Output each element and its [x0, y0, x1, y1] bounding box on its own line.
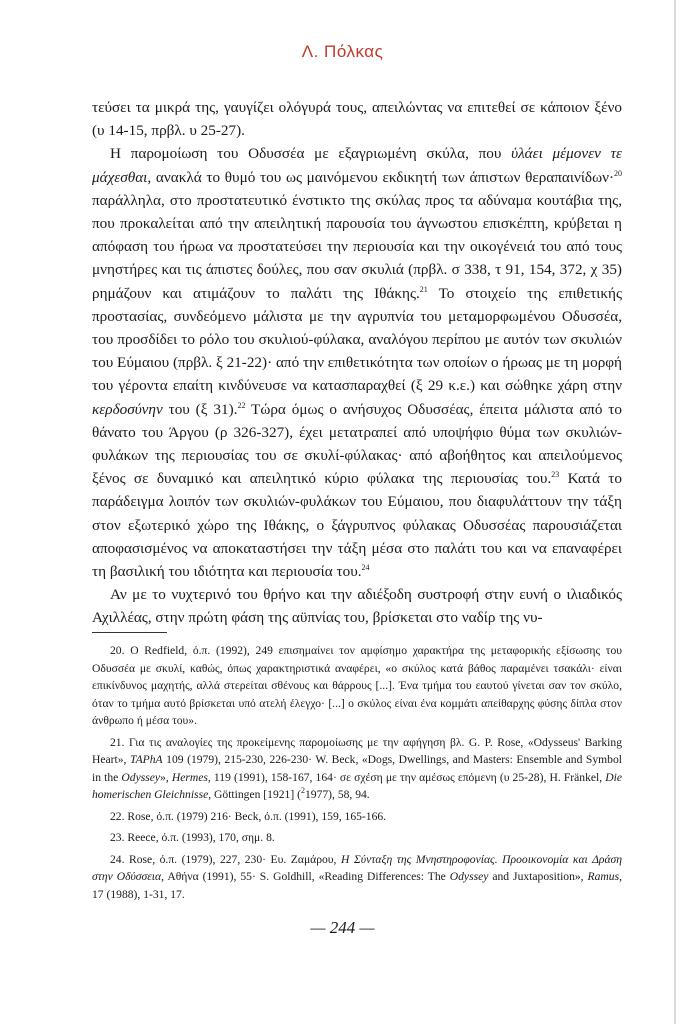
footnote-ref-21[interactable]: 21	[419, 284, 428, 294]
greek-quote: κερδοσύνην	[92, 400, 163, 418]
text-run: , Göttingen [1921] (	[208, 788, 301, 801]
greek-quote: ὑλάει μέμονεν τε μάχεσθαι	[92, 145, 622, 186]
edition-number: 2	[300, 786, 305, 796]
text-run: 109 (1979), 215-230, 226-230· W. Beck, «Dogs, Dwellings, and Masters: Ensemble and Symbol in the	[92, 753, 622, 784]
footnote-23: 23. Reece, ό.π. (1993), 170, σημ. 8.	[110, 831, 275, 844]
footnote-24	[92, 851, 622, 904]
footnote-ref-23[interactable]: 23	[551, 470, 560, 480]
footnotes	[92, 642, 622, 907]
page-edge-line	[674, 0, 676, 1024]
running-head: Λ. Πόλκας	[301, 42, 384, 61]
text-run: »,	[160, 770, 172, 784]
footnote-divider	[92, 632, 167, 633]
footnote-21	[92, 734, 622, 804]
text-run: , ανακλά το θυμό του ως μαινόμενου εκδικητή των άπιστων θεραπαινίδων·	[147, 168, 614, 186]
footnote-ref-22[interactable]: 22	[237, 400, 246, 410]
journal-title: TAPhA	[129, 753, 163, 766]
book-title: Η Σύνταξη της Μνηστηροφονίας. Προοικονομία και Δράση στην Οδύσσεια	[92, 852, 623, 883]
text-run: Η παρομοίωση του Οδυσσέα με εξαγριωμένη σκύλα, που	[110, 145, 512, 163]
paragraph-1: τεύσει τα μικρά της, γαυγίζει ολόγυρά τους, απειλώντας να επιτεθεί σε κάποιον ξένο (υ 14-15, πρβλ. υ 25-27).	[92, 99, 622, 140]
text-run: παράλληλα, στο προστατευτικό ένστικτο της σκύλας προς τα αδύναμα κουτάβια της, που προκαλείται από την απειλητική παρουσία του άγνωστου επισκέπτη, κρύβεται η απόφαση του ήρωα να προστατεύσει την περιουσία και την οικογένειά του από τους μνηστήρες και τις άπιστες δούλες, που σαν σκυλιά (πρβλ. σ 338, τ 91, 154, 372, χ 35) ρημάζουν και ατιμάζουν το παλάτι της Ιθάκης.	[92, 191, 622, 302]
work-title: Odyssey	[449, 870, 489, 883]
footnote-ref-24[interactable]: 24	[361, 563, 370, 572]
text-run: , 17 (1988), 1-31, 17.	[92, 870, 623, 901]
journal-title: Hermes	[171, 770, 208, 784]
footnote-22: 22. Rose, ό.π. (1979) 216· Beck, ό.π. (1991), 159, 165-166.	[110, 809, 387, 823]
text-run: Κατά το παράδειγμα λοιπόν των σκυλιών-φυλάκων του Εύμαιου, που διαφυλάττουν την τάξη στον εξωτερικό χώρο της Ιθάκης, ο ξάγρυπνος φύλακας Οδυσσέας παρουσιάζεται αποφασισμένος να αποκαταστήσει την τάξη μέσα στο παλάτι του και να επαναφέρει τη βασιλική του ιδιότητα και περιουσία του.	[92, 470, 622, 581]
text-run: , 119 (1991), 158-167, 164· σε σχέση με την αμέσως επόμενη (υ 25-28), H. Fränkel,	[207, 770, 606, 784]
text-run: and Juxtaposition»,	[488, 870, 588, 883]
text-run: του (ξ 31).	[162, 400, 238, 418]
journal-title: Ramus	[587, 870, 620, 883]
text-run: Τώρα όμως ο ανήσυχος Οδυσσέας, έπειτα μάλιστα από το θάνατο του Άργου (ρ 326-327), έχει μετατραπεί από υποψήφιο θύμα των σκυλιών-φυλάκων της περιουσίας του σε σκυλί-φύλακας· από αβοήθητος και απειλούμενος ξένος σε δυναμικό και απειλητικό κύριο φύλακα της περιουσίας του.	[92, 400, 622, 488]
work-title: Odyssey	[121, 770, 161, 784]
footnote-20: 20. O Redfield, ό.π. (1992), 249 επισημαίνει τον αμφίσημο χαρακτήρα της μεταφορικής εξίσωσης του Οδυσσέα με σκυλί, καθώς, όπως χαρακτηριστικά αναφέρει, «ο σκύλος κατά βάθος παραμένει τσακάλι· είναι επικίνδυνος μαχητής, αλλά στερείται σθένους και θάρρους [...]. Ένα τμήμα του εαυτού γίνεται σαν τον σκύλο, όταν το τμήμα αυτό βρίσκεται υπό ατελή έλεγχο· [...] ο σκύλος είναι ένα κομμάτι απείθαρχης φύσης δίπλα στον άνθρωπο ή μέσα του».	[92, 644, 622, 727]
text-run: , Αθήνα (1991), 55· S. Goldhill, «Reading Differences: The	[161, 870, 450, 883]
paragraph-2	[92, 142, 622, 583]
paragraph-3: Αν με το νυχτερινό του θρήνο και την αδιέξοδη συστροφή στην ευνή ο ιλιαδικός Αχιλλέας, στην πρώτη φάση της αϋπνίας του, βρίσκεται στο ναδίρ της νυ-	[92, 586, 622, 627]
text-run: 21. Για τις αναλογίες της προκείμενης παρομοίωσης με την αφήγηση βλ. G. P. Rose, «Odysseus' Barking Heart»,	[92, 735, 622, 766]
book-title: Die homerischen Gleichnisse	[92, 770, 623, 801]
text-run: Το στοιχείο της επιθετικής προστασίας, συνδεόμενο μάλιστα με την αγρυπνία του μεταμορφωμένου Οδυσσέα, του προσδίδει το ρόλο του σκυλιού-φύλακα, αναλόγου περίπου με αυτόν των σκυλιών του Εύμαιου (πρβλ. ξ 21-22)· από την επιθετικότητα των οποίων ο ήρωας με τη μορφή του γέροντα επαίτη κινδύνευσε να κατασπαραχθεί (ξ 29 κ.ε.) και σώθηκε χάρη στην	[92, 284, 622, 395]
main-text	[92, 96, 622, 630]
page-number: — 244 —	[310, 918, 375, 937]
footnote-ref-20[interactable]: 20	[614, 168, 622, 178]
text-run: 24. Rose, ό.π. (1979), 227, 230· Ευ. Ζαμάρου,	[110, 852, 341, 866]
text-run: 1977), 58, 94.	[304, 788, 370, 801]
